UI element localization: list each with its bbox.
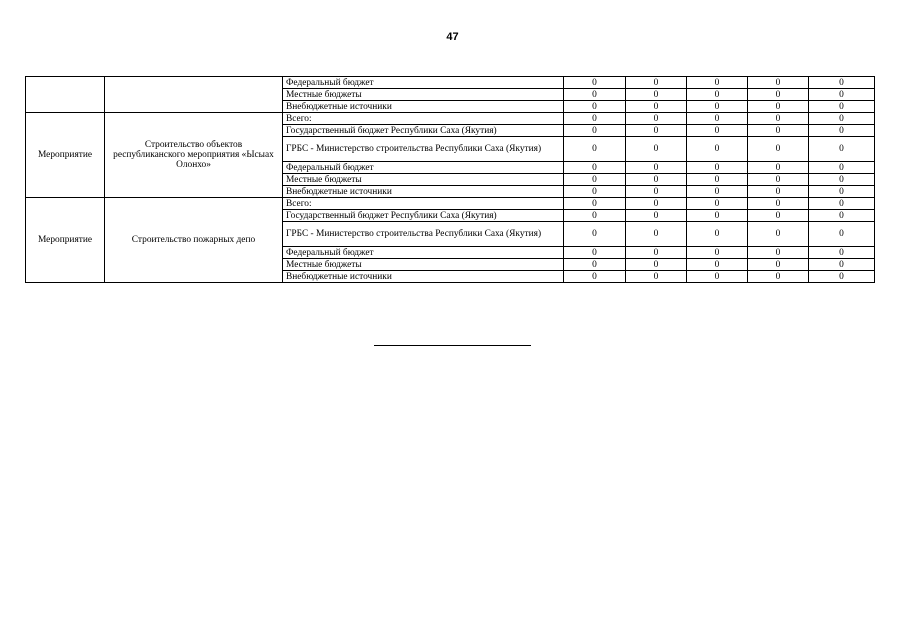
value-cell: 0: [687, 174, 748, 186]
value-cell: 0: [564, 125, 626, 137]
value-cell: 0: [626, 101, 687, 113]
value-cell: 0: [748, 162, 809, 174]
page-number: 47: [446, 31, 459, 43]
value-cell: 0: [809, 186, 875, 198]
value-cell: 0: [809, 101, 875, 113]
value-cell: 0: [809, 113, 875, 125]
value-cell: 0: [626, 113, 687, 125]
funding-source-cell: Местные бюджеты: [283, 174, 564, 186]
value-cell: 0: [809, 89, 875, 101]
value-cell: 0: [687, 198, 748, 210]
value-cell: 0: [626, 271, 687, 283]
budget-table: [25, 76, 875, 283]
value-cell: 0: [809, 259, 875, 271]
value-cell: 0: [687, 259, 748, 271]
value-cell: 0: [687, 186, 748, 198]
value-cell: 0: [626, 77, 687, 89]
value-cell: 0: [748, 271, 809, 283]
value-cell: 0: [687, 210, 748, 222]
activity-name-cell: Строительство объектов республиканского мероприятия «Ысыах Олонхо»: [105, 113, 283, 198]
value-cell: 0: [748, 198, 809, 210]
value-cell: 0: [748, 210, 809, 222]
value-cell: 0: [564, 113, 626, 125]
funding-source-cell: Местные бюджеты: [283, 259, 564, 271]
funding-source-cell: Государственный бюджет Республики Саха (Якутия): [283, 210, 564, 222]
value-cell: 0: [809, 162, 875, 174]
value-cell: 0: [564, 210, 626, 222]
funding-source-cell: Федеральный бюджет: [283, 77, 564, 89]
value-cell: 0: [748, 113, 809, 125]
value-cell: 0: [687, 247, 748, 259]
value-cell: 0: [564, 198, 626, 210]
value-cell: 0: [626, 198, 687, 210]
value-cell: 0: [748, 101, 809, 113]
activity-type-cell: Мероприятие: [26, 113, 105, 198]
value-cell: 0: [687, 113, 748, 125]
value-cell: 0: [809, 210, 875, 222]
value-cell: 0: [687, 89, 748, 101]
value-cell: 0: [626, 162, 687, 174]
funding-source-cell: Федеральный бюджет: [283, 162, 564, 174]
value-cell: 0: [809, 247, 875, 259]
value-cell: 0: [748, 125, 809, 137]
activity-name-cell: [105, 77, 283, 113]
activity-name-cell: Строительство пожарных депо: [105, 198, 283, 283]
value-cell: 0: [564, 162, 626, 174]
value-cell: 0: [748, 174, 809, 186]
value-cell: 0: [809, 125, 875, 137]
value-cell: 0: [564, 101, 626, 113]
value-cell: 0: [687, 271, 748, 283]
value-cell: 0: [626, 247, 687, 259]
value-cell: 0: [564, 89, 626, 101]
value-cell: 0: [809, 137, 875, 162]
table-row: [26, 113, 875, 125]
table-row: [26, 198, 875, 210]
activity-type-cell: Мероприятие: [26, 198, 105, 283]
funding-source-cell: Государственный бюджет Республики Саха (Якутия): [283, 125, 564, 137]
value-cell: 0: [748, 137, 809, 162]
value-cell: 0: [809, 77, 875, 89]
value-cell: 0: [687, 137, 748, 162]
funding-source-cell: Внебюджетные источники: [283, 101, 564, 113]
value-cell: 0: [564, 174, 626, 186]
value-cell: 0: [626, 89, 687, 101]
value-cell: 0: [626, 125, 687, 137]
value-cell: 0: [564, 137, 626, 162]
value-cell: 0: [748, 186, 809, 198]
value-cell: 0: [748, 222, 809, 247]
value-cell: 0: [748, 259, 809, 271]
value-cell: 0: [564, 259, 626, 271]
value-cell: 0: [748, 77, 809, 89]
value-cell: 0: [564, 77, 626, 89]
value-cell: 0: [748, 247, 809, 259]
funding-source-cell: Всего:: [283, 113, 564, 125]
table-row: [26, 77, 875, 89]
funding-source-cell: Внебюджетные источники: [283, 271, 564, 283]
value-cell: 0: [626, 259, 687, 271]
value-cell: 0: [626, 186, 687, 198]
value-cell: 0: [564, 247, 626, 259]
value-cell: 0: [626, 174, 687, 186]
value-cell: 0: [626, 210, 687, 222]
value-cell: 0: [626, 222, 687, 247]
funding-source-cell: Всего:: [283, 198, 564, 210]
value-cell: 0: [809, 222, 875, 247]
value-cell: 0: [687, 77, 748, 89]
funding-source-cell: Федеральный бюджет: [283, 247, 564, 259]
funding-source-cell: ГРБС - Министерство строительства Республики Саха (Якутия): [283, 222, 564, 247]
value-cell: 0: [809, 174, 875, 186]
value-cell: 0: [809, 271, 875, 283]
value-cell: 0: [687, 222, 748, 247]
value-cell: 0: [564, 186, 626, 198]
value-cell: 0: [687, 101, 748, 113]
activity-type-cell: [26, 77, 105, 113]
value-cell: 0: [748, 89, 809, 101]
value-cell: 0: [687, 162, 748, 174]
funding-source-cell: Внебюджетные источники: [283, 186, 564, 198]
value-cell: 0: [687, 125, 748, 137]
value-cell: 0: [564, 222, 626, 247]
funding-source-cell: Местные бюджеты: [283, 89, 564, 101]
value-cell: 0: [626, 137, 687, 162]
funding-source-cell: ГРБС - Министерство строительства Республики Саха (Якутия): [283, 137, 564, 162]
value-cell: 0: [809, 198, 875, 210]
value-cell: 0: [564, 271, 626, 283]
footer-divider: [374, 345, 531, 346]
